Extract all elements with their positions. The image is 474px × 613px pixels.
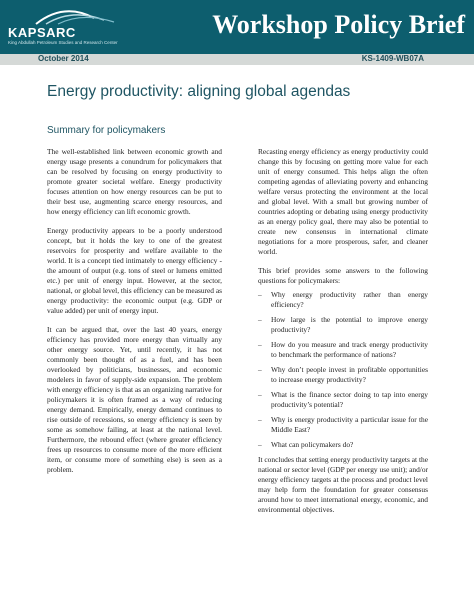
list-item-text: How do you measure and track energy productivity to benchmark the performance of nations? [271,340,428,359]
section-heading: Summary for policymakers [47,125,166,136]
info-bar [0,54,474,65]
list-item [258,415,428,435]
bullet-marker: – [258,365,262,374]
publication-date: October 2014 [38,54,89,63]
list-item [258,340,428,360]
paragraph: Recasting energy efficiency as energy productivity could change this by focusing on getting more value for each unit of energy consumed. This helps align the often competing agendas of alleviating poverty and enhancing welfare versus protecting the environment at the local and global level. With a small but growing number of countries adopting or debating using energy productivity as an energy policy goal, there may also be potential to create new consensus in international climate negotiations for a more prosperous, safer, and cleaner world. [258,147,428,256]
brand-subtitle: King Abdullah Petroleum Studies and Research Center [8,40,118,45]
list-item [258,365,428,385]
list-item-text: Why energy productivity rather than energy efficiency? [271,290,428,309]
list-item [258,315,428,335]
paragraph: It concludes that setting energy productivity targets at the national or sector level (GDP per energy use unit); and/or energy efficiency targets at the process and product level may help form the foundation for greater consensus around how to meet international energy, economic, and environmental objectives. [258,455,428,514]
bullet-marker: – [258,315,262,324]
bullet-marker: – [258,415,262,424]
left-column [47,147,222,484]
right-column [258,147,428,524]
list-item-text: How large is the potential to improve energy productivity? [271,315,428,334]
paragraph: It can be argued that, over the last 40 years, energy efficiency has provided more energy than virtually any other energy source. Yet, until recently, it has not commonly been thought of as a fuel, and has been overlooked by politicians, businesses, and economic modelers in favor of supply-side expansion. The problem with energy efficiency is that as an organizing narrative for policymakers it is often framed as a way of reducing energy demand. Empirically, energy demand continues to rise outside of recessions, so energy efficiency is seen by some as somehow failing, at least at the national level. Furthermore, the rebound effect (where greater efficiency frees up resources to consume more of the more efficient item, or consume more of something else) is seen as a problem. [47,325,222,474]
document-code: KS-1409-WB07A [361,54,424,63]
list-item [258,390,428,410]
kapsarc-logo [8,6,158,48]
bullet-marker: – [258,440,262,449]
paragraph: This brief provides some answers to the following questions for policymakers: [258,266,428,285]
list-item-text: What can policymakers do? [271,440,354,449]
logo-mark-icon [34,6,124,26]
header-banner [0,0,474,54]
bullet-marker: – [258,290,262,299]
list-item [258,440,428,450]
paragraph: The well-established link between economic growth and energy usage presents a conundrum for policymakers that can be resolved by focusing on energy productivity to promote greater societal welfare. Energy productivity focuses attention on how energy resources can be put to their best use, augmenting scarce energy resources, and how energy efficiency can lift economic growth. [47,147,222,216]
list-item-text: Why don’t people invest in profitable opportunities to increase energy productivity? [271,365,428,384]
list-item-text: What is the finance sector doing to tap into energy productivity’s potential? [271,390,428,409]
page-title: Energy productivity: aligning global agendas [47,83,351,100]
list-item-text: Why is energy productivity a particular issue for the Middle East? [271,415,428,434]
document-type-title: Workshop Policy Brief [212,10,465,39]
list-item [258,290,428,310]
bullet-marker: – [258,390,262,399]
brand-name: KAPSARC [8,25,76,40]
bullet-marker: – [258,340,262,349]
question-list [258,290,428,450]
paragraph: Energy productivity appears to be a poorly understood concept, but it holds the key to one of the greatest reservoirs for prosperity and welfare available to the world. It is a concept tied intimately to energy efficiency - the amount of output (e.g. tons of steel or lumens emitted etc.) per unit of energy input. However, at the sector, national, or global level, this efficiency can be measured as energy productivity: the economic output (e.g. GDP or value added) per unit of energy input. [47,226,222,315]
